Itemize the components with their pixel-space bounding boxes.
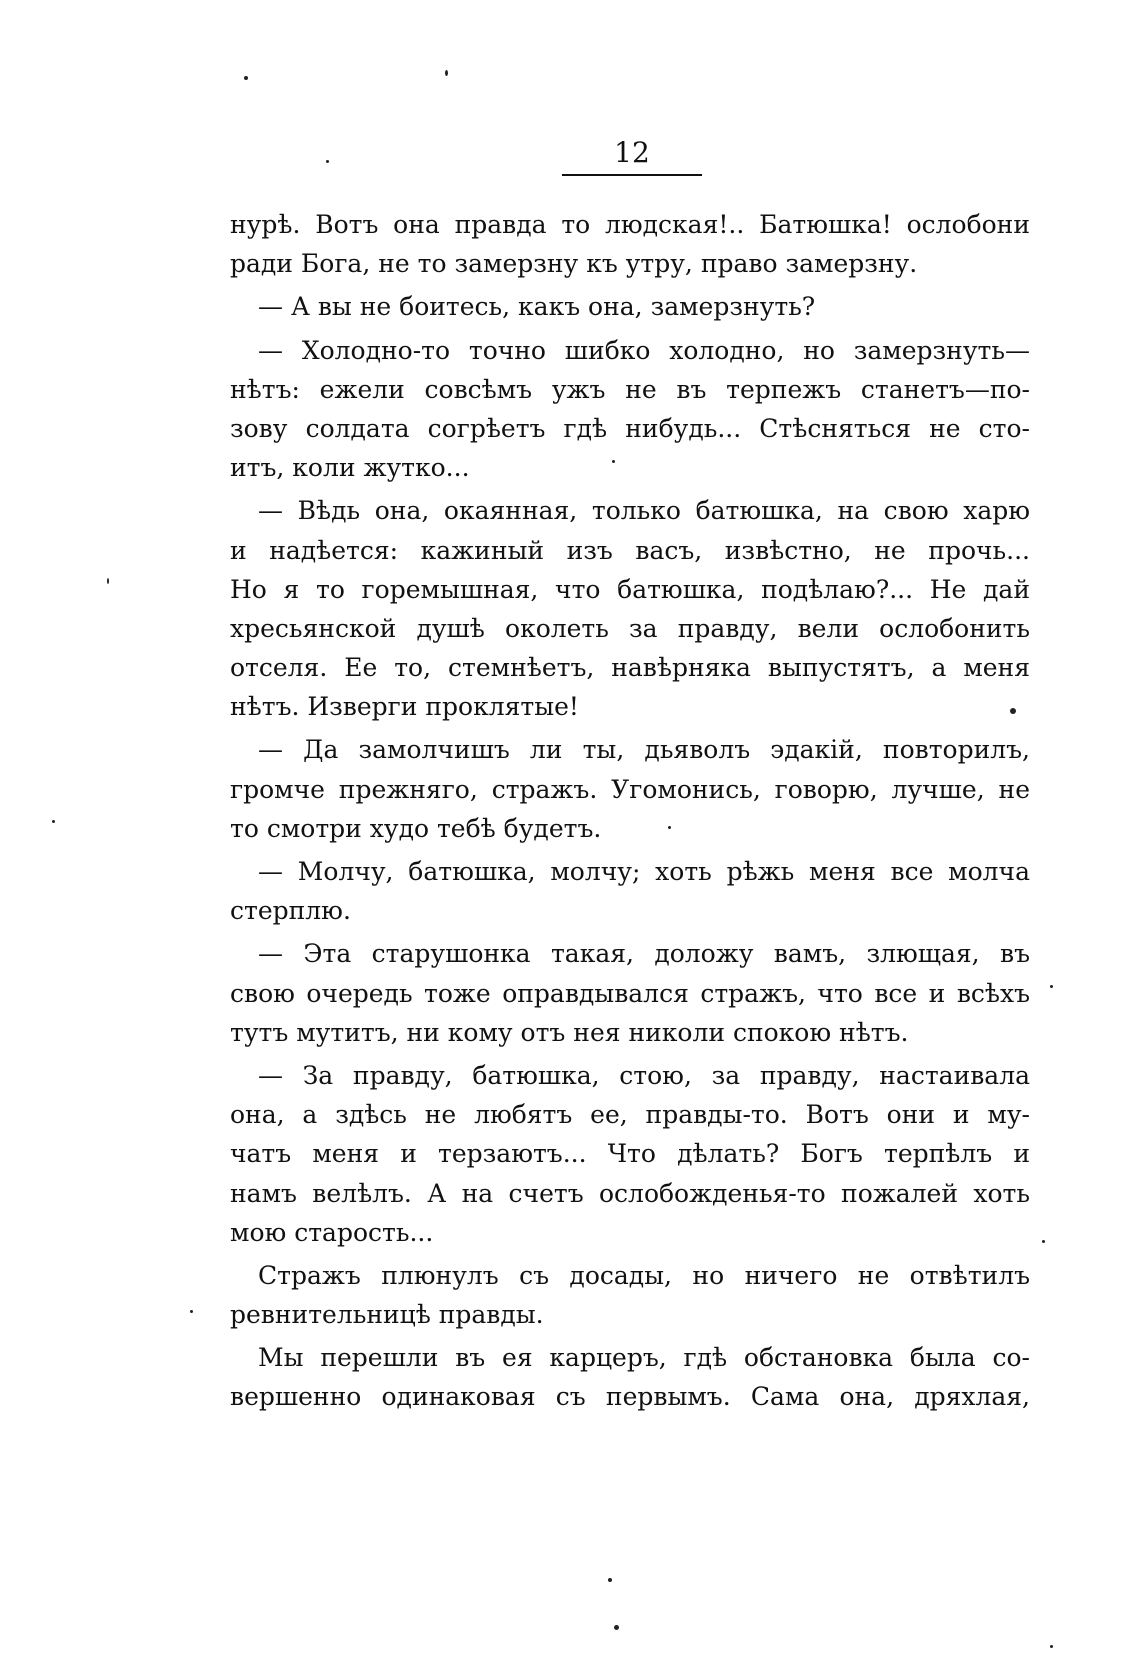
text-line: тутъ мутитъ, ни кому отъ нея николи спокою нѣтъ. (230, 1017, 909, 1047)
text-line: громче прежняго, стражъ. Угомонись, говорю, лучше, не (230, 774, 1030, 804)
scan-speck (1042, 1240, 1045, 1243)
text-line: то смотри худо тебѣ будетъ. (230, 813, 602, 843)
text-line: хресьянской душѣ околеть за правду, вели ослобонить (230, 613, 1030, 643)
text-line: — Вѣдь она, окаянная, только батюшка, на свою харю (258, 496, 1030, 526)
scan-speck (190, 1310, 193, 1313)
text-line: — Холодно-то точно шибко холодно, но замерзнуть— (258, 335, 1030, 365)
text-line: нурѣ. Вотъ она правда то людская!.. Батюшка! ослобони (230, 210, 1030, 239)
text-line: намъ велѣлъ. А на счетъ ослобожденья-то пожалей хоть (230, 1178, 1030, 1208)
text-line: — Да замолчишъ ли ты, дьяволъ эдакій, повторилъ, (258, 735, 1030, 765)
scan-speck (1050, 1645, 1053, 1648)
scan-speck (52, 820, 55, 823)
text-line: стерплю. (230, 896, 351, 926)
scan-speck (244, 76, 248, 80)
text-line: ради Бога, не то замерзну къ утру, право замерзну. (230, 249, 918, 279)
text-line: — А вы не боитесь, какъ она, замерзнуть? (258, 292, 816, 322)
text-line: нѣтъ: ежели совсѣмъ ужъ не въ терпежъ станетъ—по- (230, 374, 1030, 404)
text-line: чатъ меня и терзаютъ... Что дѣлать? Богъ терпѣлъ и (230, 1139, 1030, 1169)
page-number: 12 (614, 136, 650, 169)
text-line: вершенно одинаковая съ первымъ. Сама она, дряхлая, (230, 1382, 1030, 1412)
text-line: Мы перешли въ ея карцеръ, гдѣ обстановка была со- (258, 1343, 1030, 1373)
scan-speck (614, 1625, 619, 1630)
text-line: зову солдата согрѣетъ гдѣ нибудь... Стѣсняться не сто- (230, 413, 1030, 443)
text-line: ревнительницѣ правды. (230, 1300, 544, 1330)
text-line: Но я то горемышная, что батюшка, подѣлаю?... Не дай (230, 574, 1030, 604)
scan-speck (445, 70, 448, 76)
text-line: свою очередь тоже оправдывался стражъ, что все и всѣхъ (230, 978, 1030, 1008)
text-line: — Молчу, батюшка, молчу; хоть рѣжь меня все молча (258, 857, 1030, 886)
text-line: — За правду, батюшка, стою, за правду, настаивала (258, 1060, 1030, 1090)
scan-speck (612, 460, 615, 463)
text-line: она, а здѣсь не любятъ ее, правды-то. Вотъ они и му- (230, 1100, 1030, 1130)
text-line: нѣтъ. Изверги проклятые! (230, 692, 579, 722)
header-rule (562, 174, 702, 176)
scan-speck (107, 578, 109, 584)
text-line: итъ, коли жутко... (230, 453, 470, 483)
text-line: — Эта старушонка такая, доложу вамъ, злющая, въ (258, 939, 1030, 969)
scan-speck (326, 160, 329, 163)
scan-speck (1010, 708, 1016, 714)
scan-speck (668, 826, 671, 829)
text-line: мою старость... (230, 1217, 434, 1247)
text-line: отселя. Ее то, стемнѣетъ, навѣрняка выпустятъ, а меня (230, 653, 1030, 683)
scan-speck (1050, 985, 1053, 988)
text-line: и надѣется: кажиный изъ васъ, извѣстно, не прочь... (230, 535, 1030, 565)
scan-speck (608, 1578, 612, 1582)
text-line: Стражъ плюнулъ съ досады, но ничего не отвѣтилъ (258, 1260, 1030, 1290)
body-text (230, 205, 1030, 1417)
